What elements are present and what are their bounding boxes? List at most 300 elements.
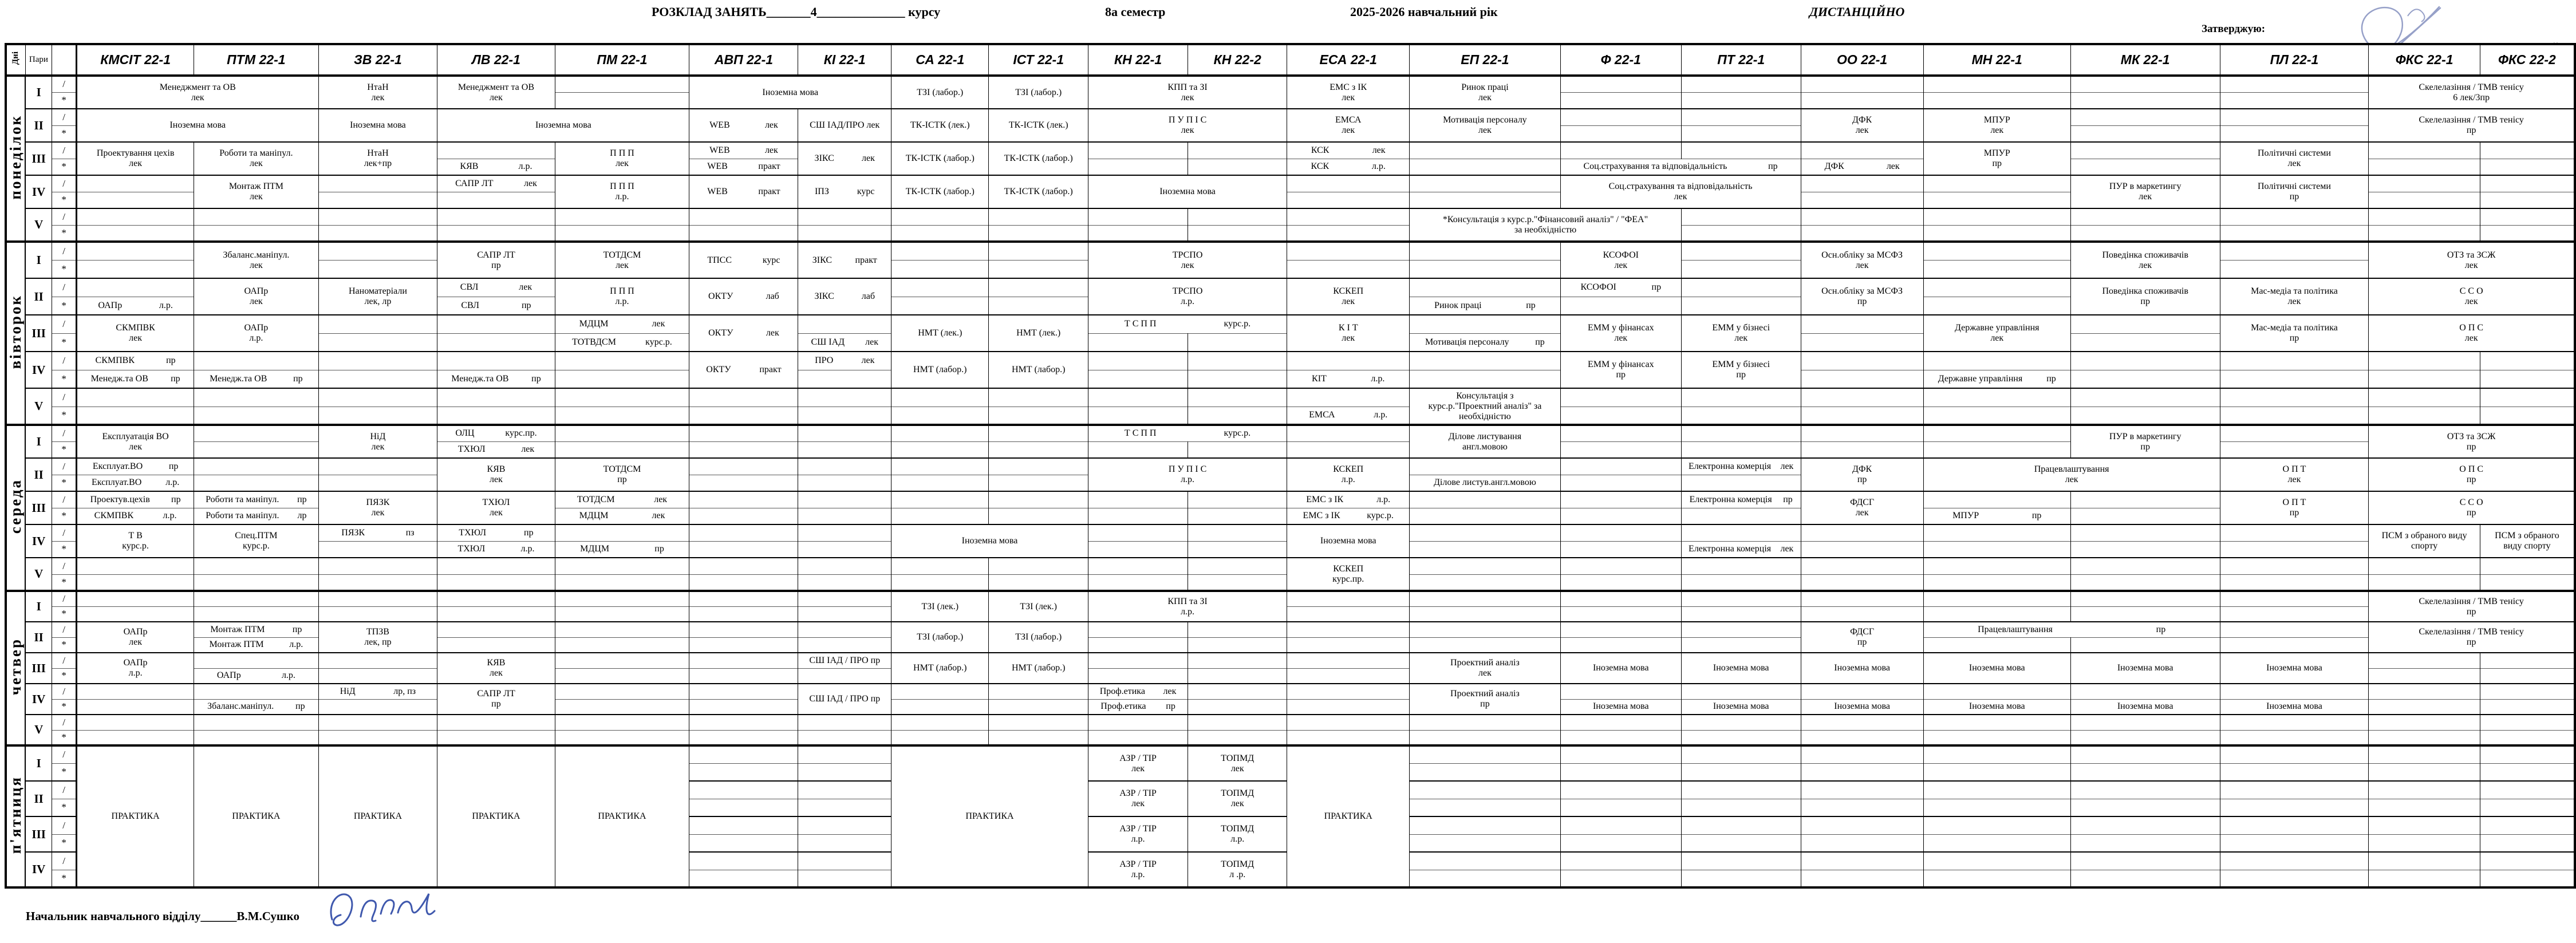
empty-cell: [1410, 622, 1560, 637]
empty-cell: [891, 458, 989, 475]
empty-cell: [2480, 715, 2575, 730]
empty-cell: [2070, 508, 2220, 524]
lesson-cell: ТЗІ (лабор.): [989, 622, 1088, 653]
empty-cell: [555, 715, 689, 730]
empty-cell: [2220, 109, 2369, 125]
empty-cell: [1410, 745, 1560, 763]
pair-label: II: [25, 622, 52, 653]
empty-cell: [1923, 606, 2070, 622]
empty-cell: [1923, 745, 2070, 763]
lesson-cell: ТХЮЛ лек: [437, 491, 555, 524]
lesson-cell: ТК-ІСТК (лабор.): [891, 142, 989, 175]
lesson-cell: НМТ (лабор.): [891, 653, 989, 684]
subrow-marker: /: [52, 109, 77, 125]
empty-cell: [1923, 278, 2070, 297]
empty-cell: [1088, 637, 1188, 653]
empty-cell: [1560, 142, 1681, 159]
empty-cell: [437, 192, 555, 208]
empty-cell: [798, 388, 891, 407]
marker-column-header: [52, 44, 77, 76]
empty-cell: [689, 852, 798, 870]
empty-cell: [555, 92, 689, 109]
empty-cell: [1560, 730, 1681, 745]
lesson-cell: КСК л.р.: [1287, 159, 1410, 175]
pair-label: V: [25, 208, 52, 242]
empty-cell: [798, 425, 891, 441]
lesson-cell: МДЦМ пр: [555, 541, 689, 558]
subrow-marker: *: [52, 730, 77, 745]
empty-cell: [1560, 816, 1681, 834]
empty-cell: [1188, 524, 1287, 541]
lesson-cell: Проф.етика пр: [1088, 699, 1188, 715]
lesson-cell: ОКТУ лаб: [689, 278, 798, 315]
lesson-cell: ТЗІ (лабор.): [891, 622, 989, 653]
lesson-cell: Політичні системи пр: [2220, 175, 2369, 208]
empty-cell: [689, 668, 798, 684]
empty-cell: [891, 715, 989, 730]
empty-cell: [2070, 208, 2220, 225]
empty-cell: [76, 730, 194, 745]
empty-cell: [1923, 591, 2070, 606]
lesson-cell: ФДСГ лек: [1801, 491, 1923, 524]
empty-cell: [1801, 370, 1923, 388]
lesson-cell: Менедж.та ОВ пр: [194, 370, 318, 388]
subrow-marker: *: [52, 475, 77, 491]
empty-cell: [194, 458, 318, 475]
empty-cell: [1410, 781, 1560, 799]
empty-cell: [555, 370, 689, 388]
lesson-cell: КСК лек: [1287, 142, 1410, 159]
lesson-cell: ЕММ у фінансах лек: [1560, 315, 1681, 352]
empty-cell: [1681, 388, 1801, 407]
lesson-cell: Мотивація персоналу пр: [1410, 333, 1560, 352]
empty-cell: [1188, 653, 1287, 668]
lesson-cell: ОТЗ та ЗСЖ пр: [2369, 425, 2575, 458]
empty-cell: [1560, 763, 1681, 781]
lesson-cell: ТК-ІСТК (лек.): [891, 109, 989, 142]
lesson-cell: Ринок праці лек: [1410, 76, 1560, 109]
empty-cell: [1560, 637, 1681, 653]
lesson-cell: Соц.страхування та відповідальність пр: [1560, 159, 1801, 175]
empty-cell: [689, 870, 798, 887]
lesson-cell: АЗР / ТІР л.р.: [1088, 816, 1188, 852]
empty-cell: [2220, 208, 2369, 225]
empty-cell: [2369, 370, 2480, 388]
empty-cell: [1681, 558, 1801, 574]
empty-cell: [2220, 524, 2369, 541]
empty-cell: [2480, 407, 2575, 425]
empty-cell: [2070, 730, 2220, 745]
empty-cell: [2369, 816, 2480, 834]
empty-cell: [989, 574, 1088, 591]
empty-cell: [891, 730, 989, 745]
empty-cell: [2220, 407, 2369, 425]
lesson-cell: Іноземна мова: [891, 524, 1088, 558]
subrow-marker: /: [52, 388, 77, 407]
empty-cell: [1801, 333, 1923, 352]
lesson-cell: ПЯЗК лек: [318, 491, 437, 524]
group-header: Ф 22-1: [1560, 44, 1681, 76]
empty-cell: [2070, 352, 2220, 370]
subrow-marker: /: [52, 622, 77, 637]
empty-cell: [2070, 92, 2220, 109]
group-header: ІСТ 22-1: [989, 44, 1088, 76]
lesson-cell: Експлуатація ВО лек: [76, 425, 194, 458]
empty-cell: [798, 491, 891, 508]
empty-cell: [318, 370, 437, 388]
lesson-cell: Роботи та маніпул. пр: [194, 491, 318, 508]
lesson-cell: П П П л.р.: [555, 278, 689, 315]
empty-cell: [1188, 370, 1287, 388]
empty-cell: [1801, 816, 1923, 834]
empty-cell: [437, 315, 555, 333]
subrow-marker: /: [52, 142, 77, 159]
empty-cell: [2070, 524, 2220, 541]
lesson-cell: САПР ЛТ пр: [437, 684, 555, 715]
empty-cell: [1681, 242, 1801, 260]
group-header: ПЛ 22-1: [2220, 44, 2369, 76]
empty-cell: [1923, 541, 2070, 558]
empty-cell: [2480, 159, 2575, 175]
empty-cell: [989, 508, 1088, 524]
empty-cell: [2369, 159, 2480, 175]
group-header: ЛВ 22-1: [437, 44, 555, 76]
pair-label: V: [25, 388, 52, 425]
empty-cell: [1681, 799, 1801, 816]
lesson-cell: ЕМС з ІК курс.р.: [1287, 508, 1410, 524]
empty-cell: [1088, 352, 1188, 370]
lesson-cell: ОКТУ практ: [689, 352, 798, 388]
empty-cell: [1560, 558, 1681, 574]
subrow-marker: /: [52, 208, 77, 225]
empty-cell: [194, 475, 318, 491]
empty-cell: [989, 699, 1088, 715]
empty-cell: [1088, 370, 1188, 388]
empty-cell: [798, 591, 891, 606]
empty-cell: [1088, 558, 1188, 574]
subrow-marker: /: [52, 684, 77, 699]
empty-cell: [689, 441, 798, 458]
lesson-cell: *Консультація з курс.р."Фінансовий аналіз" / "ФЕА" за необхідністю: [1410, 208, 1682, 242]
empty-cell: [2369, 653, 2480, 668]
empty-cell: [2480, 192, 2575, 208]
empty-cell: [989, 715, 1088, 730]
empty-cell: [2369, 799, 2480, 816]
lesson-cell: Монтаж ПТМ лек: [194, 175, 318, 208]
lesson-cell: Менедж.та ОВ пр: [437, 370, 555, 388]
lesson-cell: ПРАКТИКА: [437, 745, 555, 887]
lesson-cell: Державне управління пр: [1923, 370, 2070, 388]
subrow-marker: *: [52, 541, 77, 558]
lesson-cell: Проектування цехів лек: [76, 142, 194, 175]
empty-cell: [2480, 175, 2575, 192]
lesson-cell: НМТ (лек.): [891, 315, 989, 352]
lesson-cell: Т С П П курс.р.: [1088, 315, 1287, 333]
lesson-cell: КСКЕП курс.пр.: [1287, 558, 1410, 591]
pair-label: II: [25, 278, 52, 315]
lesson-cell: Соц.страхування та відповідальність лек: [1560, 175, 1801, 208]
lesson-cell: ЗІКС лаб: [798, 278, 891, 315]
empty-cell: [689, 834, 798, 852]
empty-cell: [318, 574, 437, 591]
empty-cell: [2369, 781, 2480, 799]
lesson-cell: Іноземна мова: [318, 109, 437, 142]
empty-cell: [2070, 745, 2220, 763]
pair-label: I: [25, 745, 52, 781]
empty-cell: [555, 591, 689, 606]
lesson-cell: ОТЗ та ЗСЖ лек: [2369, 242, 2575, 278]
empty-cell: [1410, 574, 1560, 591]
lesson-cell: П П П лек: [555, 142, 689, 175]
empty-cell: [2220, 606, 2369, 622]
lesson-cell: ПРАКТИКА: [555, 745, 689, 887]
empty-cell: [1287, 242, 1410, 260]
group-header: ЕП 22-1: [1410, 44, 1560, 76]
empty-cell: [1560, 109, 1681, 125]
pair-label: II: [25, 458, 52, 491]
lesson-cell: Менеджмент та ОВ лек: [437, 76, 555, 109]
lesson-cell: Осн.обліку за МСФЗ пр: [1801, 278, 1923, 315]
empty-cell: [1801, 574, 1923, 591]
group-header: АВП 22-1: [689, 44, 798, 76]
empty-cell: [798, 458, 891, 475]
lesson-cell: КСКЕП л.р.: [1287, 458, 1410, 491]
empty-cell: [1287, 425, 1410, 441]
lesson-cell: Проектний аналіз лек: [1410, 653, 1560, 684]
empty-cell: [318, 192, 437, 208]
empty-cell: [1801, 142, 1923, 159]
empty-cell: [2369, 192, 2480, 208]
pair-label: II: [25, 781, 52, 816]
lesson-cell: САПР ЛТ лек: [437, 175, 555, 192]
empty-cell: [2220, 370, 2369, 388]
empty-cell: [318, 475, 437, 491]
empty-cell: [1410, 278, 1560, 297]
pair-label: IV: [25, 175, 52, 208]
lesson-cell: ТК-ІСТК (лабор.): [989, 175, 1088, 208]
subrow-marker: /: [52, 715, 77, 730]
lesson-cell: ТХЮЛ пр: [437, 524, 555, 541]
day-label: вівторок: [6, 242, 25, 425]
empty-cell: [1923, 208, 2070, 225]
group-header: КН 22-1: [1088, 44, 1188, 76]
lesson-cell: Експлуат.ВО пр: [76, 458, 194, 475]
empty-cell: [2480, 763, 2575, 781]
subrow-marker: /: [52, 524, 77, 541]
subrow-marker: *: [52, 297, 77, 315]
group-header: ФКС 22-1: [2369, 44, 2480, 76]
empty-cell: [798, 852, 891, 870]
lesson-cell: СШ ІАД/ПРО лек: [798, 109, 891, 142]
lesson-cell: ДФК лек: [1801, 159, 1923, 175]
lesson-cell: НтаН лек: [318, 76, 437, 109]
lesson-cell: WEB практ: [689, 175, 798, 208]
page-title: РОЗКЛАД ЗАНЯТЬ_______4______________ курсу: [652, 5, 941, 19]
lesson-cell: Експлуат.ВО л.р.: [76, 475, 194, 491]
empty-cell: [555, 225, 689, 242]
empty-cell: [1287, 715, 1410, 730]
empty-cell: [2220, 541, 2369, 558]
subrow-marker: *: [52, 637, 77, 653]
empty-cell: [555, 425, 689, 441]
empty-cell: [1681, 425, 1801, 441]
empty-cell: [1188, 574, 1287, 591]
lesson-cell: ПРО лек: [798, 352, 891, 370]
empty-cell: [2220, 558, 2369, 574]
empty-cell: [1088, 441, 1188, 458]
empty-cell: [989, 475, 1088, 491]
empty-cell: [194, 407, 318, 425]
lesson-cell: МПУР пр: [1923, 508, 2070, 524]
lesson-cell: НМТ (лабор.): [989, 653, 1088, 684]
empty-cell: [555, 388, 689, 407]
lesson-cell: П П П л.р.: [555, 175, 689, 208]
group-header: ПТМ 22-1: [194, 44, 318, 76]
lesson-cell: МПУР пр: [1923, 142, 2070, 175]
lesson-cell: WEB лек: [689, 109, 798, 142]
lesson-cell: Електронна комерція пр: [1681, 491, 1801, 508]
empty-cell: [891, 558, 989, 574]
lesson-cell: СШ ІАД лек: [798, 333, 891, 352]
lesson-cell: ОАПр лек: [194, 278, 318, 315]
empty-cell: [1188, 208, 1287, 225]
empty-cell: [2369, 852, 2480, 870]
empty-cell: [1560, 441, 1681, 458]
empty-cell: [2220, 622, 2369, 637]
day-label: п'ятниця: [6, 745, 25, 887]
empty-cell: [555, 653, 689, 668]
lesson-cell: КІТ л.р.: [1287, 370, 1410, 388]
subrow-marker: *: [52, 407, 77, 425]
lesson-cell: КСКЕП лек: [1287, 278, 1410, 315]
empty-cell: [1801, 781, 1923, 799]
empty-cell: [989, 407, 1088, 425]
subrow-marker: *: [52, 159, 77, 175]
empty-cell: [437, 388, 555, 407]
empty-cell: [798, 574, 891, 591]
group-header: МН 22-1: [1923, 44, 2070, 76]
lesson-cell: ПРАКТИКА: [194, 745, 318, 887]
empty-cell: [1801, 834, 1923, 852]
empty-cell: [1088, 541, 1188, 558]
empty-cell: [1923, 242, 2070, 260]
empty-cell: [891, 491, 989, 508]
empty-cell: [1923, 192, 2070, 208]
empty-cell: [891, 407, 989, 425]
lesson-cell: Менеджмент та ОВ лек: [76, 76, 318, 109]
empty-cell: [437, 574, 555, 591]
empty-cell: [194, 653, 318, 668]
empty-cell: [1560, 745, 1681, 763]
empty-cell: [555, 684, 689, 699]
empty-cell: [1287, 668, 1410, 684]
lesson-cell: ТРСПО л.р.: [1088, 278, 1287, 315]
empty-cell: [1801, 745, 1923, 763]
empty-cell: [555, 407, 689, 425]
lesson-cell: Проф.етика лек: [1088, 684, 1188, 699]
empty-cell: [1923, 781, 2070, 799]
empty-cell: [891, 508, 989, 524]
empty-cell: [798, 715, 891, 730]
empty-cell: [76, 192, 194, 208]
lesson-cell: Державне управління лек: [1923, 315, 2070, 352]
empty-cell: [318, 668, 437, 684]
lesson-cell: WEB лек: [689, 142, 798, 159]
empty-cell: [989, 225, 1088, 242]
empty-cell: [2480, 208, 2575, 225]
empty-cell: [1410, 715, 1560, 730]
lesson-cell: ТОТДСМ пр: [555, 458, 689, 491]
empty-cell: [1410, 508, 1560, 524]
empty-cell: [1801, 591, 1923, 606]
empty-cell: [689, 684, 798, 699]
empty-cell: [798, 370, 891, 388]
mode-label: ДИСТАНЦІЙНО: [1809, 5, 1905, 19]
lesson-cell: ТРСПО лек: [1088, 242, 1287, 278]
lesson-cell: Іноземна мова: [2220, 653, 2369, 684]
empty-cell: [1923, 352, 2070, 370]
lesson-cell: КЯВ л.р.: [437, 159, 555, 175]
empty-cell: [1088, 668, 1188, 684]
days-column-header: Дні: [6, 44, 25, 76]
empty-cell: [1410, 315, 1560, 333]
empty-cell: [1560, 508, 1681, 524]
empty-cell: [555, 622, 689, 637]
lesson-cell: Іноземна мова: [1801, 699, 1923, 715]
empty-cell: [318, 225, 437, 242]
lesson-cell: О П С пр: [2369, 458, 2575, 491]
subrow-marker: *: [52, 606, 77, 622]
empty-cell: [1088, 407, 1188, 425]
lesson-cell: ТОПМД лек: [1188, 745, 1287, 781]
empty-cell: [1188, 491, 1287, 508]
lesson-cell: Роботи та маніпул. лр: [194, 508, 318, 524]
empty-cell: [555, 606, 689, 622]
empty-cell: [437, 352, 555, 370]
empty-cell: [1088, 208, 1188, 225]
lesson-cell: НіД лр, пз: [318, 684, 437, 699]
empty-cell: [1560, 715, 1681, 730]
empty-cell: [891, 425, 989, 441]
lesson-cell: Іноземна мова: [1681, 653, 1801, 684]
lesson-cell: С С О пр: [2369, 491, 2575, 524]
empty-cell: [2480, 352, 2575, 370]
empty-cell: [1560, 425, 1681, 441]
empty-cell: [989, 558, 1088, 574]
empty-cell: [1410, 816, 1560, 834]
empty-cell: [318, 541, 437, 558]
empty-cell: [1410, 558, 1560, 574]
empty-cell: [1410, 524, 1560, 541]
empty-cell: [1681, 260, 1801, 278]
empty-cell: [2220, 76, 2369, 92]
empty-cell: [76, 715, 194, 730]
empty-cell: [689, 637, 798, 653]
empty-cell: [1681, 715, 1801, 730]
empty-cell: [1681, 852, 1801, 870]
lesson-cell: Поведінка споживачів пр: [2070, 278, 2220, 315]
empty-cell: [2070, 781, 2220, 799]
empty-cell: [318, 175, 437, 192]
empty-cell: [1287, 441, 1410, 458]
lesson-cell: Скелелазіння / ТМВ тенісу пр: [2369, 622, 2575, 653]
empty-cell: [1681, 142, 1801, 159]
lesson-cell: МДЦМ лек: [555, 315, 689, 333]
empty-cell: [1088, 491, 1188, 508]
empty-cell: [1410, 142, 1560, 159]
empty-cell: [2480, 745, 2575, 763]
empty-cell: [1188, 508, 1287, 524]
